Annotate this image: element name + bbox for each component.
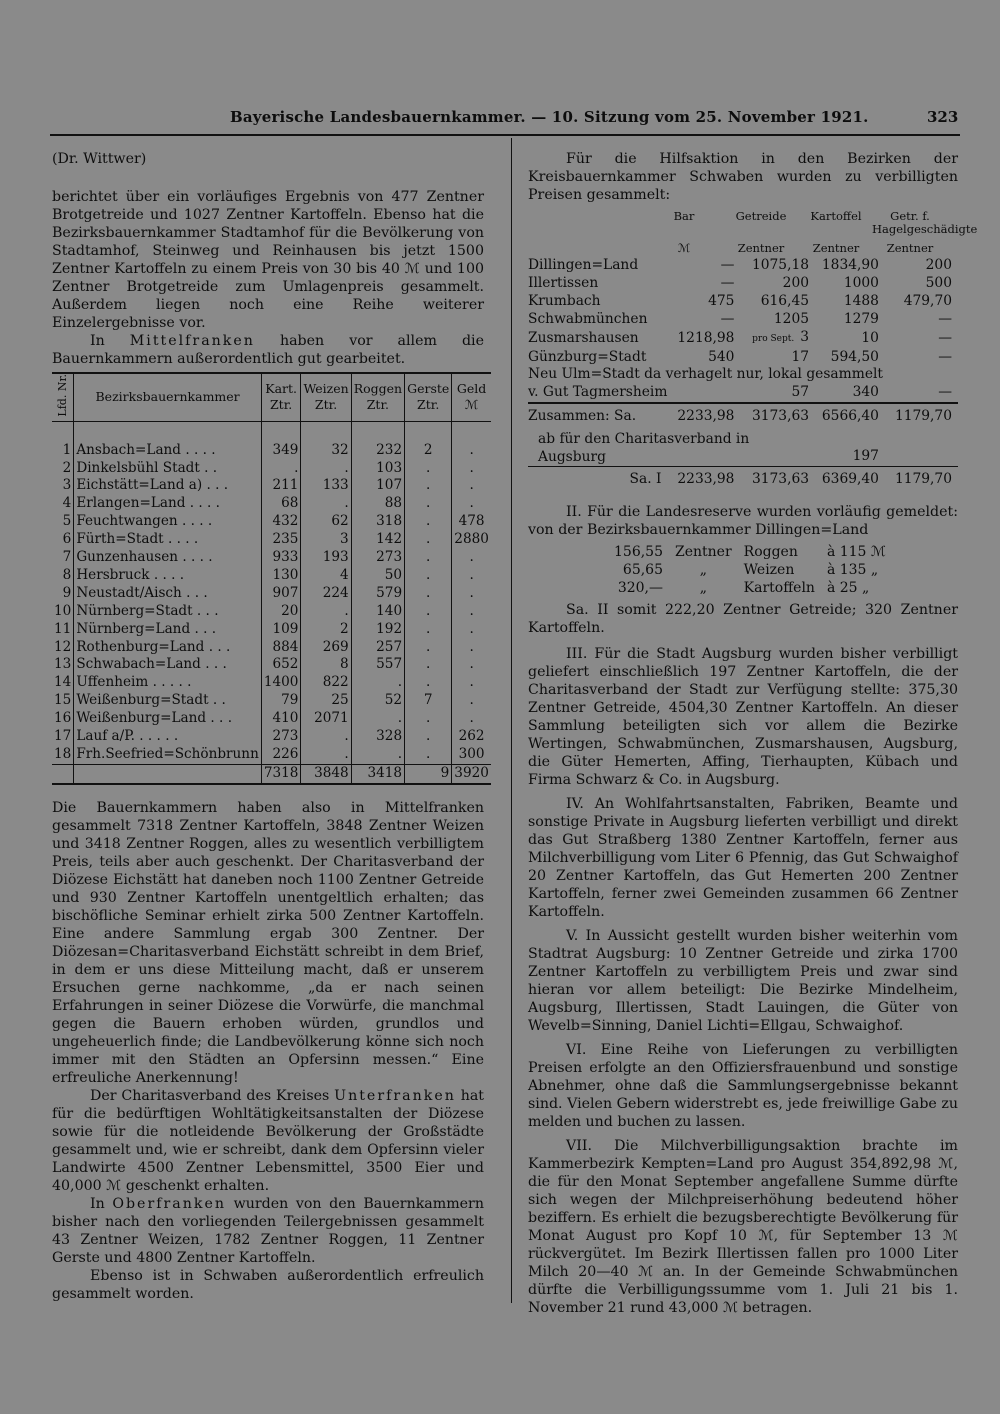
table-cell: 13 bbox=[52, 656, 74, 674]
table-header-cell: Kart. Ztr. bbox=[261, 373, 301, 421]
district-name: Günzburg=Stadt bbox=[528, 348, 647, 365]
table-cell: 475 bbox=[708, 292, 735, 309]
row-label: Sa. I bbox=[629, 471, 662, 488]
header-spacer bbox=[528, 242, 646, 255]
table-row bbox=[52, 603, 491, 621]
table-cell: 500 bbox=[925, 274, 952, 291]
row-label bbox=[528, 426, 815, 467]
table-cell bbox=[885, 426, 958, 467]
table-cell: . bbox=[351, 710, 404, 728]
paragraph: II. Für die Landesreserve wurden vorläufig gemeldet: von der Bezirksbauernkammer Dillingen=Land bbox=[528, 504, 958, 539]
table-cell: 2233,98 bbox=[677, 471, 735, 488]
table-cell: Weizen bbox=[743, 562, 795, 579]
table-cell: 907 bbox=[261, 585, 301, 603]
table-cell: . bbox=[469, 674, 474, 691]
schwaben-table-header bbox=[528, 209, 978, 236]
table-cell: 193 bbox=[301, 549, 351, 567]
table-cell: 57 bbox=[791, 384, 810, 401]
district-name: Schwabmünchen bbox=[528, 310, 648, 327]
table-cell: 200 bbox=[782, 274, 810, 291]
table-row bbox=[52, 460, 491, 478]
district-name: Gunzenhausen . . . . bbox=[74, 549, 262, 567]
table-cell: 16 bbox=[52, 710, 74, 728]
table-row bbox=[52, 674, 491, 692]
table-row bbox=[52, 585, 491, 603]
district-name: Ansbach=Land . . . . bbox=[74, 421, 262, 459]
spacer bbox=[52, 785, 484, 799]
mittelfranken-table bbox=[52, 372, 491, 785]
table-cell: 2 bbox=[301, 621, 351, 639]
table-cell: 226 bbox=[261, 746, 301, 764]
table-cell: — bbox=[938, 310, 952, 327]
table-cell: 6369,40 bbox=[821, 471, 879, 488]
district-name: Uffenheim . . . . . bbox=[74, 674, 262, 692]
table-cell: 4 bbox=[301, 567, 351, 585]
table-cell bbox=[667, 384, 740, 403]
table-cell: 320,— bbox=[617, 580, 663, 597]
table-row bbox=[528, 275, 958, 293]
table-cell: 14 bbox=[52, 674, 74, 692]
table-cell: 1179,70 bbox=[894, 471, 952, 488]
district-name: Feuchtwangen . . . . bbox=[74, 513, 262, 531]
schwaben-table bbox=[528, 257, 958, 489]
table-cell: 7 bbox=[405, 692, 452, 710]
column-divider bbox=[511, 138, 512, 1303]
district-name: Dinkelsbühl Stadt . . bbox=[74, 460, 262, 478]
price-row bbox=[608, 579, 892, 597]
spacer bbox=[528, 637, 958, 645]
spacer bbox=[528, 489, 958, 503]
table-cell: . bbox=[261, 460, 301, 478]
speaker-name: (Dr. Wittwer) bbox=[52, 151, 147, 167]
table-header-cell: Getr. f. Hagelgeschädigte bbox=[872, 209, 978, 236]
district-name: Weißenburg=Stadt . . bbox=[74, 692, 262, 710]
row-label: Zusammen: Sa. bbox=[528, 408, 637, 425]
table-cell: 192 bbox=[351, 621, 404, 639]
table-cell: 4 bbox=[52, 495, 74, 513]
district-name: Nürnberg=Land . . . bbox=[74, 621, 262, 639]
schwaben-table-units bbox=[528, 242, 958, 255]
table-cell: 20 bbox=[261, 603, 301, 621]
table-cell: 156,55 bbox=[614, 544, 663, 561]
table-row bbox=[52, 531, 491, 549]
table-cell: 3 bbox=[301, 531, 351, 549]
table-cell: 5 bbox=[52, 513, 74, 531]
table-cell: 25 bbox=[301, 692, 351, 710]
table-row bbox=[52, 728, 491, 746]
unit-cell: Zentner bbox=[737, 241, 785, 255]
district-name: Rothenburg=Land . . . bbox=[74, 639, 262, 657]
sum-row bbox=[528, 403, 958, 426]
table-cell: 652 bbox=[261, 656, 301, 674]
table-cell: 1218,98 bbox=[677, 329, 735, 346]
table-row bbox=[52, 656, 491, 674]
table-row bbox=[528, 311, 958, 329]
district-name: Neustadt/Aisch . . . bbox=[74, 585, 262, 603]
table-cell: 1834,90 bbox=[821, 257, 879, 273]
paragraph bbox=[52, 332, 484, 368]
district-name: Fürth=Stadt . . . . bbox=[74, 531, 262, 549]
table-cell: . bbox=[405, 585, 452, 603]
table-cell: 1 bbox=[52, 421, 74, 459]
table-cell: — bbox=[938, 329, 952, 346]
table-cell: . bbox=[469, 710, 474, 727]
row-label: v. Gut Tagmersheim bbox=[528, 384, 668, 401]
table-cell: 130 bbox=[261, 567, 301, 585]
table-cell: . bbox=[405, 621, 452, 639]
table-cell: 432 bbox=[261, 513, 301, 531]
table-cell: 10 bbox=[861, 329, 879, 346]
table-row bbox=[52, 621, 491, 639]
table-cell: — bbox=[720, 310, 735, 327]
table-cell: Roggen bbox=[743, 544, 798, 561]
table-cell: — bbox=[938, 348, 952, 365]
table-cell: 2880 bbox=[454, 531, 489, 548]
table-row bbox=[52, 710, 491, 728]
table-cell: . bbox=[405, 728, 452, 746]
table-cell: 340 bbox=[852, 384, 879, 401]
district-name: Zusmarshausen bbox=[528, 329, 639, 346]
district-name: Dillingen=Land bbox=[528, 257, 639, 273]
region-name: Unterfranken bbox=[334, 1087, 456, 1104]
table-cell: 1488 bbox=[843, 292, 879, 309]
table-cell: . bbox=[469, 638, 474, 655]
table-row bbox=[528, 257, 958, 275]
table-cell: 318 bbox=[351, 513, 404, 531]
table-cell: — bbox=[938, 384, 952, 401]
table-cell: à 115 ℳ bbox=[826, 544, 886, 561]
table-cell: 8 bbox=[301, 656, 351, 674]
table-cell: 9 bbox=[52, 585, 74, 603]
district-name: Hersbruck . . . . bbox=[74, 567, 262, 585]
table-cell: — bbox=[720, 257, 735, 273]
table-cell: 2233,98 bbox=[677, 408, 735, 425]
table-cell: 349 bbox=[261, 421, 301, 459]
table-cell: . bbox=[469, 495, 474, 512]
neu-ulm-note: Neu Ulm=Stadt da verhagelt nur, lokal gesammelt bbox=[528, 366, 883, 383]
table-cell: 2 bbox=[52, 460, 74, 478]
table-row bbox=[528, 329, 958, 349]
table-cell: . bbox=[469, 620, 474, 637]
table-cell: 3 bbox=[52, 477, 74, 495]
table-cell: 579 bbox=[351, 585, 404, 603]
table-row bbox=[52, 692, 491, 710]
table-cell: 328 bbox=[351, 728, 404, 746]
table-cell: 17 bbox=[52, 728, 74, 746]
table-cell: 18 bbox=[52, 746, 74, 764]
table-header-cell: Geld ℳ bbox=[452, 373, 491, 421]
paragraph: Für die Hilfsaktion in den Bezirken der Kreisbauernkammer Schwaben wurden zu verbilligten Preisen gesammelt: bbox=[528, 151, 958, 203]
table-cell: . bbox=[301, 460, 351, 478]
table-cell: 232 bbox=[351, 421, 404, 459]
paragraph: III. Für die Stadt Augsburg wurden bisher verbilligt geliefert einschließlich 197 Zentner Kartoffeln, die der Charitasverband der Stadt zur Verfügung stellte: 375,30 Zentner Getreide, 4504,30 Zentner Kartoffeln. An dieser Sammlung beteiligten sich vor allem die Bezirke Wertingen, Schwabmünchen, Zusmarshausen, Augsburg, die Güter Hemerten, Affing, Tierhaupten, Kübach und Firma Schwarz & Co. in Augsburg. bbox=[528, 646, 958, 789]
table-cell: 1075,18 bbox=[751, 257, 810, 273]
table-cell: . bbox=[405, 477, 452, 495]
table-cell: 2071 bbox=[301, 710, 351, 728]
price-row bbox=[608, 561, 892, 579]
paragraph bbox=[52, 1195, 484, 1267]
table-cell: 224 bbox=[301, 585, 351, 603]
text: hat für die bedürftigen Wohltätigkeitsanstalten der Diözese sowie für die notleidende Bevölkerung der Großstädte gesammelt und, wie er schreibt, dank dem Opfersinn vieler Landwirte 4500 Zentner Lebensmittel, 3500 Eier und 40,000 ℳ geschenkt erhalten. bbox=[52, 1087, 484, 1194]
table-cell: 103 bbox=[351, 460, 404, 478]
table-cell: 15 bbox=[52, 692, 74, 710]
table-row bbox=[528, 426, 958, 467]
table-cell: . bbox=[405, 710, 452, 728]
table-cell: . bbox=[405, 513, 452, 531]
table-cell: 10 bbox=[52, 603, 74, 621]
table-tail bbox=[528, 366, 958, 489]
table-header-cell: Weizen Ztr. bbox=[301, 373, 351, 421]
table-body bbox=[52, 421, 491, 784]
table-cell: . bbox=[301, 746, 351, 764]
table-cell: 107 bbox=[351, 477, 404, 495]
header-rule bbox=[50, 134, 960, 136]
paragraph: IV. An Wohlfahrtsanstalten, Fabriken, Beamte und sonstige Private in Augsburg lieferten verbilligt und direkt das Gut Straßberg 1380 Zentner Kartoffeln, ferner aus Milchverbilligung vom Liter 6 Pfennig, das Gut Schwaighof 20 Zentner Kartoffeln, das Gut Hemerten 200 Zentner Kartoffeln, ferner zwei Gemeinden zusammen 66 Zentner Kartoffeln. bbox=[528, 796, 958, 921]
right-column bbox=[528, 150, 978, 1317]
table-cell: . bbox=[405, 656, 452, 674]
table-cell: 257 bbox=[351, 639, 404, 657]
table-cell: . bbox=[351, 674, 404, 692]
table-cell: 200 bbox=[925, 257, 952, 273]
total-cell: 7318 bbox=[261, 764, 301, 783]
table-cell: 8 bbox=[52, 567, 74, 585]
table-cell: à 135 „ bbox=[826, 562, 879, 579]
district-name: Krumbach bbox=[528, 292, 601, 309]
table-header-cell: Roggen Ztr. bbox=[351, 373, 404, 421]
district-name: Lauf a/P. . . . . . bbox=[74, 728, 262, 746]
table-row bbox=[52, 513, 491, 531]
table-cell: 3173,63 bbox=[751, 471, 810, 488]
table-cell: — bbox=[720, 274, 735, 291]
paragraph: Sa. II somit 222,20 Zentner Getreide; 320 Zentner Kartoffeln. bbox=[528, 602, 958, 637]
table-cell: 1279 bbox=[843, 310, 879, 327]
total-cell: 3418 bbox=[351, 764, 404, 783]
table-cell: . bbox=[469, 441, 474, 458]
table-cell: 594,50 bbox=[830, 348, 879, 365]
table-cell: 109 bbox=[261, 621, 301, 639]
header-spacer bbox=[528, 210, 646, 236]
district-name: Frh.Seefried=Schönbrunn bbox=[74, 746, 262, 764]
table-row bbox=[528, 349, 958, 367]
table-cell: . bbox=[301, 603, 351, 621]
district-name: Nürnberg=Stadt . . . bbox=[74, 603, 262, 621]
table-cell: 235 bbox=[261, 531, 301, 549]
table-cell: . bbox=[405, 746, 452, 764]
table-cell: 140 bbox=[351, 603, 404, 621]
text: haben vor allem die Bauernkammern außerordentlich gut gearbeitet. bbox=[52, 333, 484, 367]
table-cell: . bbox=[469, 692, 474, 709]
table-cell: 62 bbox=[301, 513, 351, 531]
table-cell: 11 bbox=[52, 621, 74, 639]
table-cell: 52 bbox=[351, 692, 404, 710]
table-cell: 262 bbox=[458, 728, 485, 745]
district-name: Schwabach=Land . . . bbox=[74, 656, 262, 674]
table-cell: . bbox=[405, 639, 452, 657]
table-cell: 884 bbox=[261, 639, 301, 657]
table-cell: . bbox=[405, 495, 452, 513]
table-cell: . bbox=[469, 566, 474, 583]
table-cell: 540 bbox=[708, 348, 735, 365]
table-row bbox=[52, 746, 491, 764]
unit-cell: Zentner bbox=[812, 241, 860, 255]
table-cell: 269 bbox=[301, 639, 351, 657]
table-header-cell bbox=[52, 373, 74, 421]
table-cell: 12 bbox=[52, 639, 74, 657]
text: In bbox=[90, 333, 130, 349]
price-row bbox=[608, 543, 892, 561]
table-cell: 273 bbox=[351, 549, 404, 567]
left-column bbox=[52, 150, 489, 1303]
table-cell: 1179,70 bbox=[894, 408, 952, 425]
table-body bbox=[528, 257, 958, 366]
table-cell: . bbox=[405, 567, 452, 585]
table-cell: Kartoffeln bbox=[743, 580, 815, 597]
table-cell: 197 bbox=[852, 448, 879, 465]
table-header-cell: Bezirksbauernkammer bbox=[74, 373, 262, 421]
table-cell: 17 bbox=[791, 348, 810, 365]
pro-sept-note: pro Sept. bbox=[752, 333, 795, 344]
table-cell: 616,45 bbox=[760, 292, 810, 309]
table-cell: 142 bbox=[351, 531, 404, 549]
table-cell: à 25 „ bbox=[826, 580, 870, 597]
cell-value: 3 bbox=[800, 328, 810, 345]
unit-cell: Zentner bbox=[886, 241, 934, 255]
paragraph: Ebenso ist in Schwaben außerordentlich erfreulich gesammelt worden. bbox=[52, 1267, 484, 1302]
district-name: Erlangen=Land . . . . bbox=[74, 495, 262, 513]
running-header: Bayerische Landesbauernkammer. — 10. Sitzung vom 25. November 1921. bbox=[230, 108, 869, 126]
table-cell: . bbox=[301, 495, 351, 513]
table-cell: . bbox=[301, 728, 351, 746]
label-text: ab für den Charitasverband in Augsburg bbox=[538, 431, 750, 466]
table-cell: 7 bbox=[52, 549, 74, 567]
table-header-cell: Bar bbox=[673, 209, 695, 223]
totals-row bbox=[52, 764, 491, 783]
table-cell: „ bbox=[699, 580, 707, 597]
table-cell: 300 bbox=[458, 746, 485, 762]
table-cell: . bbox=[405, 603, 452, 621]
text: Der Charitasverband des Kreises bbox=[90, 1087, 335, 1104]
table-cell: 50 bbox=[351, 567, 404, 585]
table-cell: . bbox=[469, 459, 474, 476]
table-row bbox=[528, 293, 958, 311]
table-cell: „ bbox=[699, 562, 707, 579]
table-cell: 88 bbox=[351, 495, 404, 513]
paragraph: V. In Aussicht gestellt wurden bisher weiterhin vom Stadtrat Augsburg: 10 Zentner Getreide und zirka 1700 Zentner Kartoffeln zu verbilligtem Preis und zwar sind hieran vor allem beteiligt: Die Bezirke Mindelheim, Augsburg, Illertissen, Stadt Lauingen, die Güter von Wevelb=Sinning, Daniel Lichti=Ellgau, Schwaighof. bbox=[528, 928, 958, 1035]
table-row bbox=[52, 549, 491, 567]
total-cell bbox=[74, 764, 262, 783]
table-cell: . bbox=[405, 674, 452, 692]
total-cell bbox=[52, 764, 74, 783]
table-header-cell: Getreide bbox=[735, 209, 787, 223]
region-name: Mittelfranken bbox=[129, 333, 255, 349]
unit-cell: ℳ bbox=[677, 241, 691, 255]
district-name: Illertissen bbox=[528, 274, 599, 291]
total-cell: 3848 bbox=[301, 764, 351, 783]
table-row bbox=[52, 421, 491, 459]
table-cell: . bbox=[405, 531, 452, 549]
table-cell: 32 bbox=[301, 421, 351, 459]
table-cell: 211 bbox=[261, 477, 301, 495]
table-cell: . bbox=[469, 549, 474, 566]
table-row bbox=[52, 495, 491, 513]
table-cell: 557 bbox=[351, 656, 404, 674]
table-cell: 410 bbox=[261, 710, 301, 728]
header-text: Lfd. Nr. bbox=[55, 374, 69, 417]
total-cell: 3920 bbox=[452, 764, 491, 783]
table-cell: . bbox=[405, 549, 452, 567]
table-row bbox=[528, 384, 958, 403]
table-cell: 1205 bbox=[773, 310, 810, 327]
table-cell: 273 bbox=[261, 728, 301, 746]
table-row bbox=[528, 366, 958, 384]
paragraph bbox=[52, 1087, 484, 1195]
total-cell: 9 bbox=[405, 764, 452, 783]
district-name: Weißenburg=Land . . . bbox=[74, 710, 262, 728]
table-header-cell: Kartoffel bbox=[810, 209, 862, 223]
table-header-cell: Gerste Ztr. bbox=[405, 373, 452, 421]
table-cell: . bbox=[469, 477, 474, 494]
paragraph: VI. Eine Reihe von Lieferungen zu verbilligten Preisen erfolgte an den Offiziersfrauenbund und sonstige Abnehmer, ohne daß die Sammlungsergebnisse bekannt sind. Vielen Gebern widerstrebt es, jede freiwillige Gabe zu melden und buchen zu lassen. bbox=[528, 1042, 958, 1131]
table-cell: . bbox=[469, 584, 474, 601]
table-cell: 68 bbox=[261, 495, 301, 513]
reserve-prices-table bbox=[608, 543, 892, 597]
table-cell: Zentner bbox=[675, 544, 732, 561]
paragraph: Die Bauernkammern haben also in Mittelfranken gesammelt 7318 Zentner Kartoffeln, 3848 Zentner Weizen und 3418 Zentner Roggen, alles zu wesentlich verbilligtem Preis, teils aber auch geschenkt. Der Charitasverband der Diözese Eichstätt hat daneben noch 1100 Zentner Getreide und 930 Zentner Kartoffeln unentgeltlich erhalten; das bischöfliche Seminar erhielt zirka 500 Zentner Kartoffeln. Eine andere Sammlung ergab 300 Zentner. Der Diözesan=Charitasverband Eichstätt schreibt in dem Brief, in dem er uns diese Mitteilung macht, daß er unserem Ersuchen gerne nachkomme, „da er nach seinen Erfahrungen in seiner Diözese die Vorwürfe, die manchmal gegen die Bauern erhoben würden, grundlos und ungeheuerlich finde; die Landbevölkerung könne sich noch immer mit den Städten an Opfersinn messen.“ Eine erfreuliche Anerkennung! bbox=[52, 799, 484, 1086]
table-cell: . bbox=[469, 656, 474, 673]
table-cell: 79 bbox=[261, 692, 301, 710]
text: In bbox=[90, 1195, 113, 1212]
table-cell: 133 bbox=[301, 477, 351, 495]
final-row bbox=[528, 467, 958, 489]
table-cell: 65,65 bbox=[622, 562, 663, 579]
table-cell: 1000 bbox=[843, 274, 879, 291]
table-cell: . bbox=[351, 746, 404, 764]
paragraph: berichtet über ein vorläufiges Ergebnis von 477 Zentner Brotgetreide und 1027 Zentner Kartoffeln. Ebenso hat die Bezirksbauernkammer Stadtamhof für die Bevölkerung von Stadtamhof, Steinweg und Reinhausen bis jetzt 1500 Zentner Kartoffeln zu einem Preis von 30 bis 40 ℳ und 100 Zentner Brotgetreide zum Umlagenpreis gesammelt. Außerdem liegen noch eine Reihe weiterer Einzelergebnisse vor. bbox=[52, 189, 484, 331]
table-cell: 1400 bbox=[261, 674, 301, 692]
table-row bbox=[52, 639, 491, 657]
table-cell: 933 bbox=[261, 549, 301, 567]
table-cell: 822 bbox=[301, 674, 351, 692]
table-cell: . bbox=[469, 602, 474, 619]
region-name: Oberfranken bbox=[112, 1195, 226, 1212]
district-name: Eichstätt=Land a) . . . bbox=[74, 477, 262, 495]
paragraph: VII. Die Milchverbilligungsaktion brachte im Kammerbezirk Kempten=Land pro August 354,892,98 ℳ, die für den Monat September angefallene Summe dürfte sich wegen der Milchpreiserhöhung bedeutend höher beziffern. Es erhielt die bezugsberechtigte Bevölkerung für Monat August pro Kopf 10 ℳ, für September 13 ℳ rückvergütet. Im Bezirk Illertissen fallen pro 1000 Liter Milch 20—40 ℳ an. In der Gemeinde Schwabmünchen dürfte die Verbilligungssumme vom 1. Juli 21 bis 1. November 21 rund 43,000 ℳ betragen. bbox=[528, 1138, 958, 1317]
table-cell bbox=[740, 329, 815, 349]
table-cell: 6 bbox=[52, 531, 74, 549]
table-cell: 478 bbox=[458, 513, 485, 530]
table-body bbox=[608, 543, 892, 597]
text: wurden von den Bauernkammern bisher nach den vorliegenden Teilergebnissen gesammelt 43 Zentner Weizen, 1782 Zentner Roggen, 11 Zentner Gerste und 4800 Zentner Kartoffeln. bbox=[52, 1195, 484, 1266]
table-row bbox=[52, 477, 491, 495]
table-cell: . bbox=[405, 460, 452, 478]
page-number: 323 bbox=[927, 108, 959, 126]
table-cell: 6566,40 bbox=[821, 408, 879, 425]
table-cell: 2 bbox=[405, 421, 452, 459]
table-cell: 3173,63 bbox=[751, 408, 810, 425]
table-row bbox=[52, 567, 491, 585]
table-cell: 479,70 bbox=[903, 292, 952, 309]
